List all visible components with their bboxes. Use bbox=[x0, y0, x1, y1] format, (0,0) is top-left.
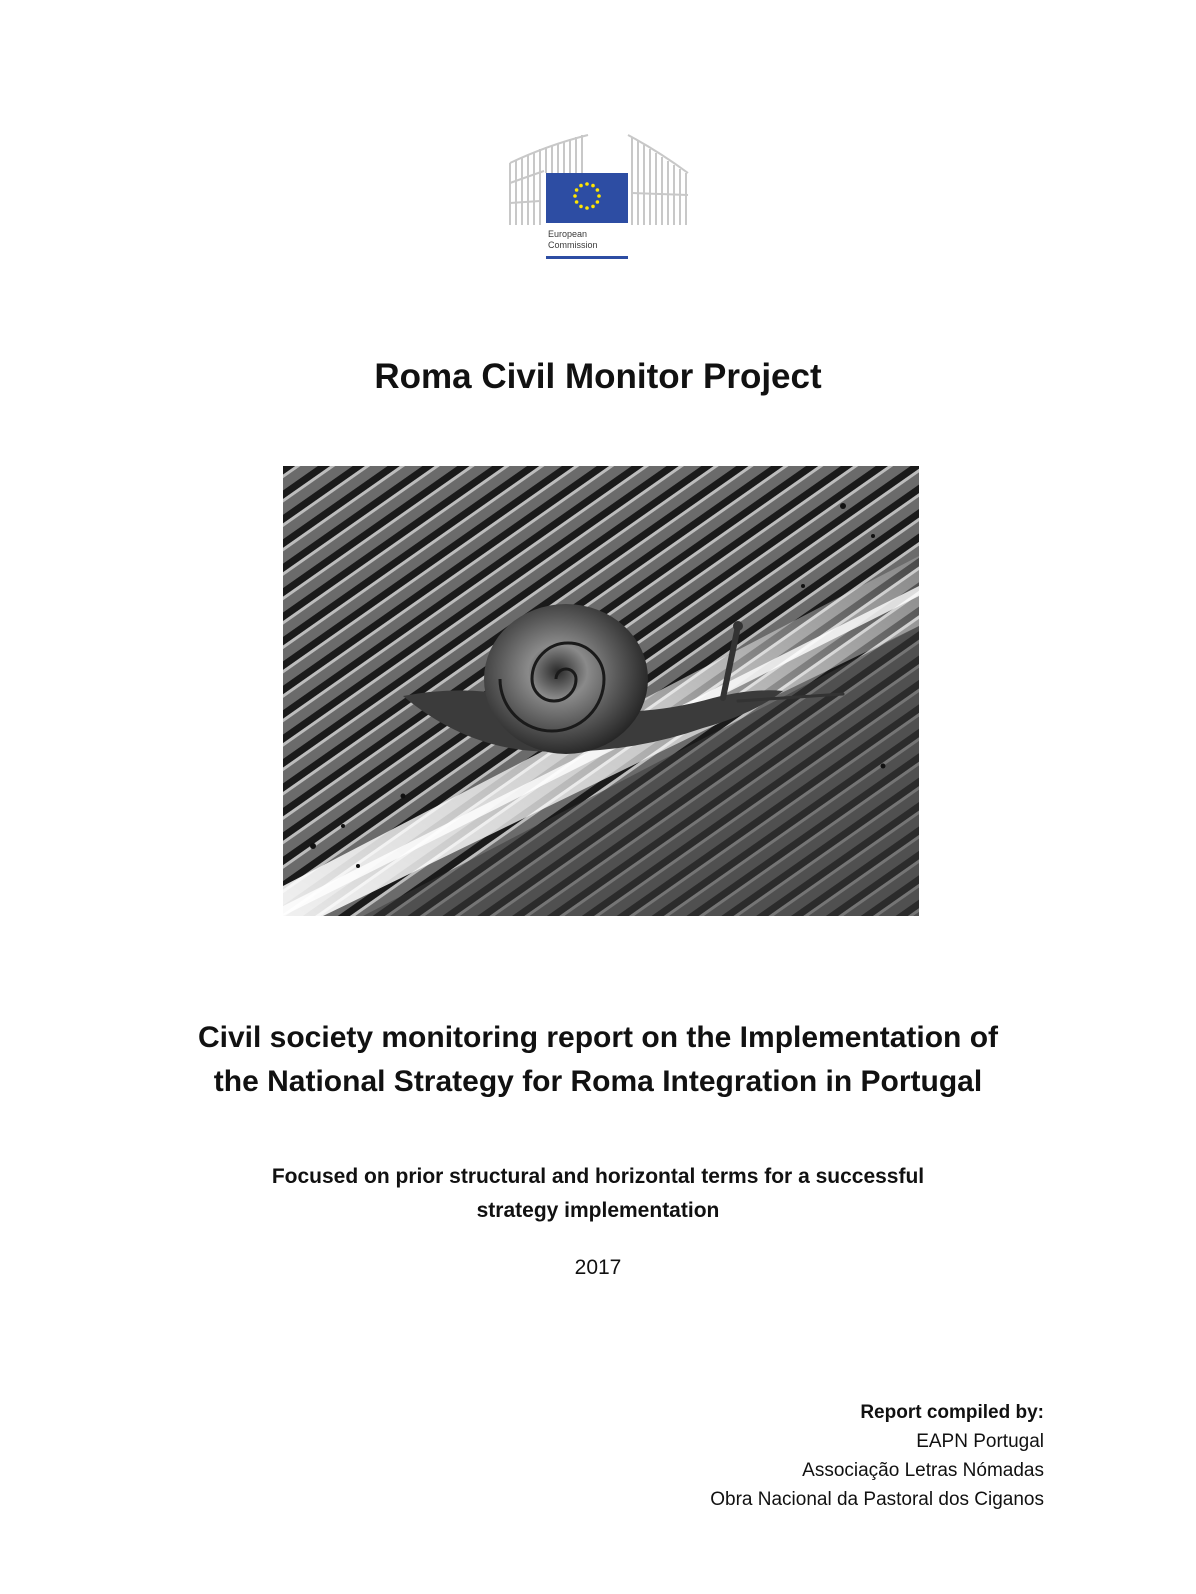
subtitle-line1: Focused on prior structural and horizontal terms for a successful bbox=[271, 1165, 925, 1188]
ec-building-icon bbox=[508, 133, 690, 265]
report-title-line2: the National Strategy for Roma Integration in Portugal bbox=[213, 1065, 983, 1098]
report-subtitle bbox=[150, 1160, 1046, 1228]
logo-caption-line2: Commission bbox=[548, 240, 598, 250]
snail-photo-icon bbox=[283, 466, 919, 916]
cover-photo bbox=[283, 466, 919, 916]
european-commission-logo bbox=[508, 133, 690, 265]
compiled-by-org: Obra Nacional da Pastoral dos Ciganos bbox=[710, 1489, 1044, 1510]
compiled-by-block bbox=[710, 1398, 1044, 1514]
project-title: Roma Civil Monitor Project bbox=[374, 357, 822, 396]
logo-caption-line1: European bbox=[548, 229, 588, 239]
compiled-by-label: Report compiled by: bbox=[860, 1402, 1044, 1423]
logo-caption bbox=[548, 229, 598, 251]
eu-flag bbox=[546, 173, 628, 223]
subtitle-line2: strategy implementation bbox=[476, 1199, 720, 1222]
compiled-by-org: Associação Letras Nómadas bbox=[802, 1460, 1044, 1481]
report-year: 2017 bbox=[574, 1256, 622, 1279]
compiled-by-org: EAPN Portugal bbox=[916, 1431, 1044, 1452]
report-title bbox=[100, 1016, 1096, 1104]
report-title-line1: Civil society monitoring report on the Implementation of bbox=[197, 1021, 999, 1054]
